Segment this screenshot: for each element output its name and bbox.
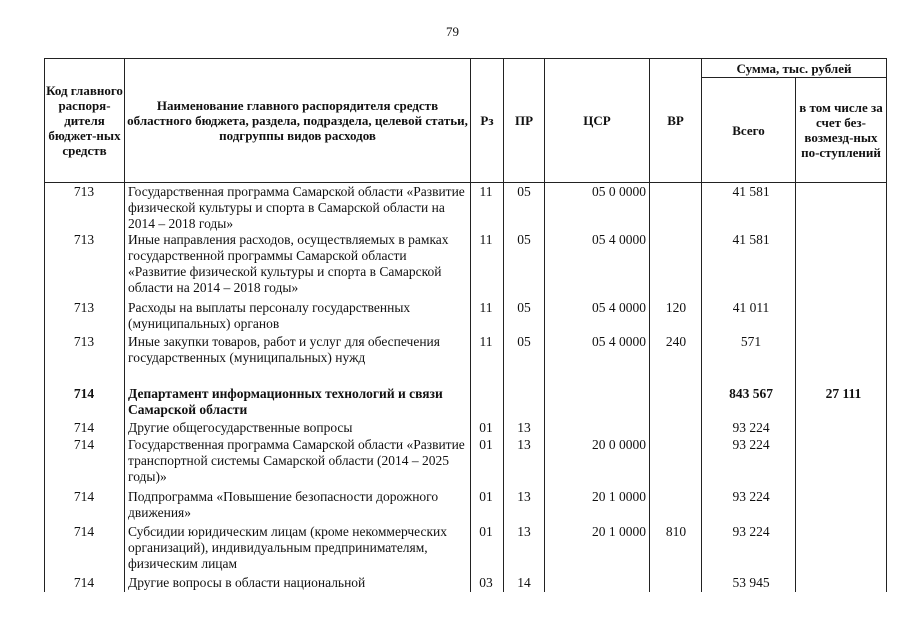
cell-total: 41 581 xyxy=(732,184,770,199)
cell-rz: 11 xyxy=(479,334,493,349)
cell-total: 93 224 xyxy=(732,489,770,504)
header-csr: ЦСР xyxy=(544,58,650,183)
cell-total: 93 224 xyxy=(732,437,770,452)
cell-csr: 20 1 0000 xyxy=(592,489,646,504)
cell-rz: 01 xyxy=(479,437,493,452)
header-total: Всего xyxy=(701,77,796,183)
col-line xyxy=(544,182,545,592)
cell-pr: 13 xyxy=(517,420,531,435)
header-rz: Рз xyxy=(470,58,504,183)
cell-pr: 13 xyxy=(517,489,531,504)
page-number: 79 xyxy=(446,24,459,39)
cell-code: 713 xyxy=(73,334,95,349)
cell-rz: 03 xyxy=(479,575,493,590)
cell-name: Иные закупки товаров, работ и услуг для обеспечения государственных (муниципальных) нужд xyxy=(128,334,440,365)
cell-pr: 14 xyxy=(517,575,531,590)
cell-vr: 240 xyxy=(665,334,687,349)
cell-name: Подпрограмма «Повышение безопасности дорожного движения» xyxy=(128,489,439,520)
col-line xyxy=(124,182,125,592)
cell-name: Государственная программа Самарской области «Развитие транспортной системы Самарской области (2014 – 2025 годы)» xyxy=(128,437,465,484)
cell-pr: 05 xyxy=(517,300,531,315)
cell-code: 714 xyxy=(73,420,95,435)
cell-vr: 810 xyxy=(665,524,687,539)
cell-rz: 01 xyxy=(479,524,493,539)
cell-rz: 01 xyxy=(479,489,493,504)
cell-csr: 05 4 0000 xyxy=(592,300,646,315)
cell-csr: 20 0 0000 xyxy=(592,437,646,452)
cell-grants: 27 111 xyxy=(825,386,862,401)
cell-csr: 05 4 0000 xyxy=(592,232,646,247)
cell-csr: 05 4 0000 xyxy=(592,334,646,349)
cell-code: 713 xyxy=(73,300,95,315)
cell-total: 93 224 xyxy=(732,420,770,435)
cell-name: Департамент информационных технологий и связи Самарской области xyxy=(128,386,443,417)
cell-code: 714 xyxy=(73,575,95,590)
cell-total: 843 567 xyxy=(729,386,773,401)
cell-total: 571 xyxy=(740,334,762,349)
header-sum: Сумма, тыс. рублей xyxy=(701,58,887,78)
header-pr: ПР xyxy=(503,58,545,183)
cell-rz: 01 xyxy=(479,420,493,435)
cell-vr: 120 xyxy=(665,300,687,315)
cell-pr: 13 xyxy=(517,437,531,452)
header-name: Наименование главного распорядителя средств областного бюджета, раздела, подраздела, целевой статьи, подгруппы видов расходов xyxy=(124,58,471,183)
cell-rz: 11 xyxy=(479,184,493,199)
cell-name: Государственная программа Самарской области «Развитие физической культуры и спорта в Самарской области на 2014 – 2018 годы» xyxy=(128,184,465,231)
header-code: Код главного распоря-дителя бюджет-ных средств xyxy=(44,58,125,183)
cell-csr: 05 0 0000 xyxy=(592,184,646,199)
cell-rz: 11 xyxy=(479,300,493,315)
cell-rz: 11 xyxy=(479,232,493,247)
cell-csr: 20 1 0000 xyxy=(592,524,646,539)
cell-code: 714 xyxy=(73,386,95,401)
cell-code: 714 xyxy=(73,489,95,504)
header-vr: ВР xyxy=(649,58,702,183)
cell-name: Другие вопросы в области национальной xyxy=(128,575,366,590)
cell-pr: 05 xyxy=(517,232,531,247)
cell-total: 41 581 xyxy=(732,232,770,247)
cell-code: 713 xyxy=(73,184,95,199)
cell-pr: 05 xyxy=(517,184,531,199)
cell-pr: 05 xyxy=(517,334,531,349)
cell-total: 93 224 xyxy=(732,524,770,539)
cell-code: 714 xyxy=(73,524,95,539)
cell-code: 714 xyxy=(73,437,95,452)
cell-total: 53 945 xyxy=(732,575,770,590)
header-grants: в том числе за счет без-возмезд-ных по-ступлений xyxy=(795,77,887,183)
cell-pr: 13 xyxy=(517,524,531,539)
cell-name: Расходы на выплаты персоналу государственных (муниципальных) органов xyxy=(128,300,411,331)
cell-name: Субсидии юридическим лицам (кроме некоммерческих организаций), индивидуальным предпринимателям, физическим лицам xyxy=(128,524,448,571)
cell-total: 41 011 xyxy=(732,300,770,315)
cell-code: 713 xyxy=(73,232,95,247)
cell-name: Другие общегосударственные вопросы xyxy=(128,420,353,435)
cell-name: Иные направления расходов, осуществляемых в рамках государственной программы Самарской области «Развитие физической культуры и спорта в Самарской области на 2014 – 2018 годы» xyxy=(128,232,449,295)
